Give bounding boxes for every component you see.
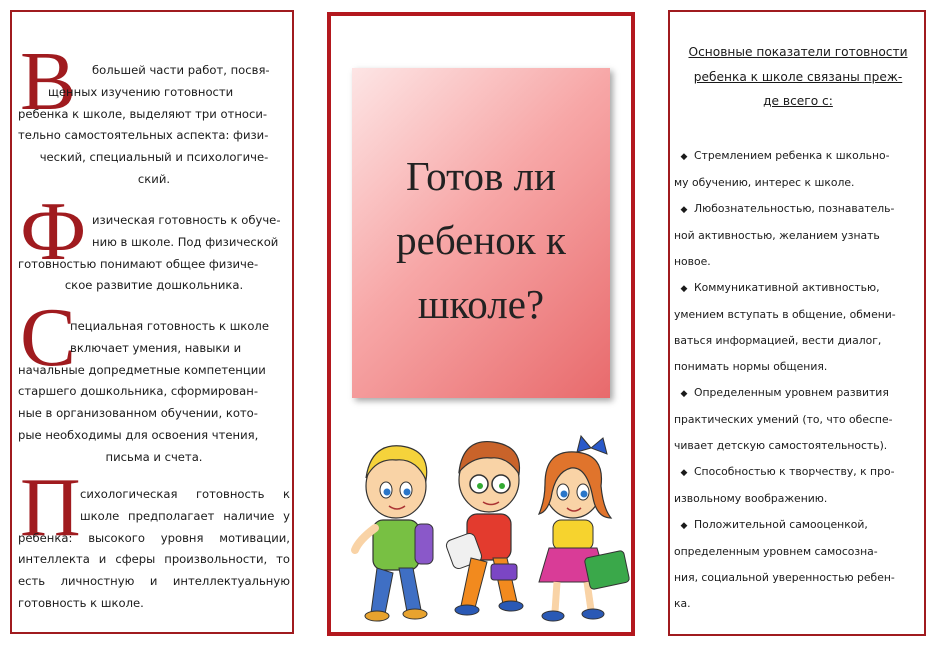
list-item-first-line (674, 380, 922, 407)
list-item-line: ния, социальной уверенностью ребен- (674, 571, 895, 584)
list-item-text: Способностью к творчеству, к про- (694, 465, 895, 478)
text-line: щенных изучению готовности (48, 84, 234, 99)
diamond-bullet-icon: ◆ (680, 152, 688, 162)
text-line: начальные допредметные компетенции (18, 362, 266, 377)
text-line: ское развитие дошкольника. (64, 278, 244, 293)
list-item-line: практических умений (то, что обеспе- (674, 413, 893, 426)
list-item-line: извольному воображению. (674, 492, 828, 505)
text-line: большей части работ, посвя- (92, 63, 270, 77)
readiness-heading (676, 40, 920, 114)
dropcap-f: Ф (20, 185, 87, 278)
text-line: интеллекта и сферы произвольности, то (18, 552, 290, 567)
list-item-text: Определенным уровнем развития (694, 386, 889, 399)
text-line: школе предполагает наличие у (80, 508, 290, 523)
paragraph-intro (18, 60, 290, 191)
list-item-text: Положительной самооценкой, (694, 518, 868, 531)
diamond-bullet-icon: ◆ (680, 468, 688, 478)
list-item-text: Стремлением ребенка к школьно- (694, 149, 890, 162)
list-item-first-line (674, 196, 922, 223)
text-line: рые необходимы для освоения чтения, (18, 427, 259, 442)
list-item-line: чивает детскую самостоятельность). (674, 439, 888, 452)
boy-left-figure (355, 446, 433, 621)
text-line: тельно самостоятельных аспекта: физи- (18, 128, 269, 143)
dropcap-p: П (20, 461, 81, 554)
text-line: ский. (137, 171, 171, 186)
indicator-list (674, 143, 922, 617)
diamond-bullet-icon: ◆ (680, 521, 688, 531)
boy-middle-figure (445, 442, 523, 615)
list-item-line: определенным уровнем самосозна- (674, 545, 878, 558)
text-line: ребенка к школе, выделяют три относи- (18, 106, 268, 121)
text-line: старшего дошкольника, сформирован- (18, 384, 259, 399)
paragraph-special (18, 316, 290, 469)
text-line: пециальная готовность к школе (70, 319, 269, 333)
diamond-bullet-icon: ◆ (680, 284, 688, 294)
heading-line: де всего с: (763, 94, 833, 108)
list-item-line: ваться информацией, вести диалог, (674, 334, 882, 347)
brochure-title (352, 144, 610, 336)
text-line: ные в организованном обучении, кото- (18, 406, 258, 421)
text-line: изическая готовность к обуче- (92, 213, 281, 227)
list-item-text: Коммуникативной активностью, (694, 281, 880, 294)
text-line: нию в школе. Под физической (92, 234, 279, 249)
dropcap-v: В (20, 35, 77, 128)
text-line: письма и счета. (105, 449, 203, 464)
children-illustration (341, 428, 631, 628)
right-panel (668, 10, 926, 636)
list-item-first-line (674, 459, 922, 486)
text-line: ребенка: высокого уровня мотивации, (18, 530, 290, 545)
paragraph-physical (18, 210, 290, 297)
title-line: ребенок к (396, 217, 566, 263)
title-box (352, 68, 610, 398)
heading-line: Основные показатели готовности (688, 45, 908, 59)
text-line: готовность к школе. (18, 595, 144, 610)
text-line: есть личностную и интеллектуальную (18, 574, 290, 589)
heading-line: ребенка к школе связаны преж- (693, 69, 903, 84)
list-item-first-line (674, 143, 922, 170)
list-item-first-line (674, 275, 922, 302)
list-item-line: му обучению, интерес к школе. (674, 176, 855, 189)
list-item-line: умением вступать в общение, обмени- (674, 308, 896, 321)
left-panel (10, 10, 294, 634)
text-line: ческий, специальный и психологиче- (39, 150, 269, 165)
text-line: сихологическая готовность к (80, 487, 290, 501)
list-item-line: ной активностью, желанием узнать (674, 229, 880, 242)
list-item-text: Любознательностью, познаватель- (694, 202, 895, 215)
text-line: готовностью понимают общее физиче- (18, 256, 259, 271)
diamond-bullet-icon: ◆ (680, 389, 688, 399)
list-item-line: новое. (674, 255, 711, 268)
title-line: школе? (417, 281, 545, 327)
paragraph-psychological (18, 484, 290, 615)
diamond-bullet-icon: ◆ (680, 205, 688, 215)
list-item-line: ка. (674, 597, 691, 610)
girl-figure (539, 436, 630, 621)
title-line: Готов ли (406, 153, 556, 199)
dropcap-s: С (20, 291, 77, 384)
list-item-line: понимать нормы общения. (674, 360, 828, 373)
list-item-first-line (674, 512, 922, 539)
center-panel (327, 12, 635, 636)
text-line: включает умения, навыки и (70, 340, 242, 355)
